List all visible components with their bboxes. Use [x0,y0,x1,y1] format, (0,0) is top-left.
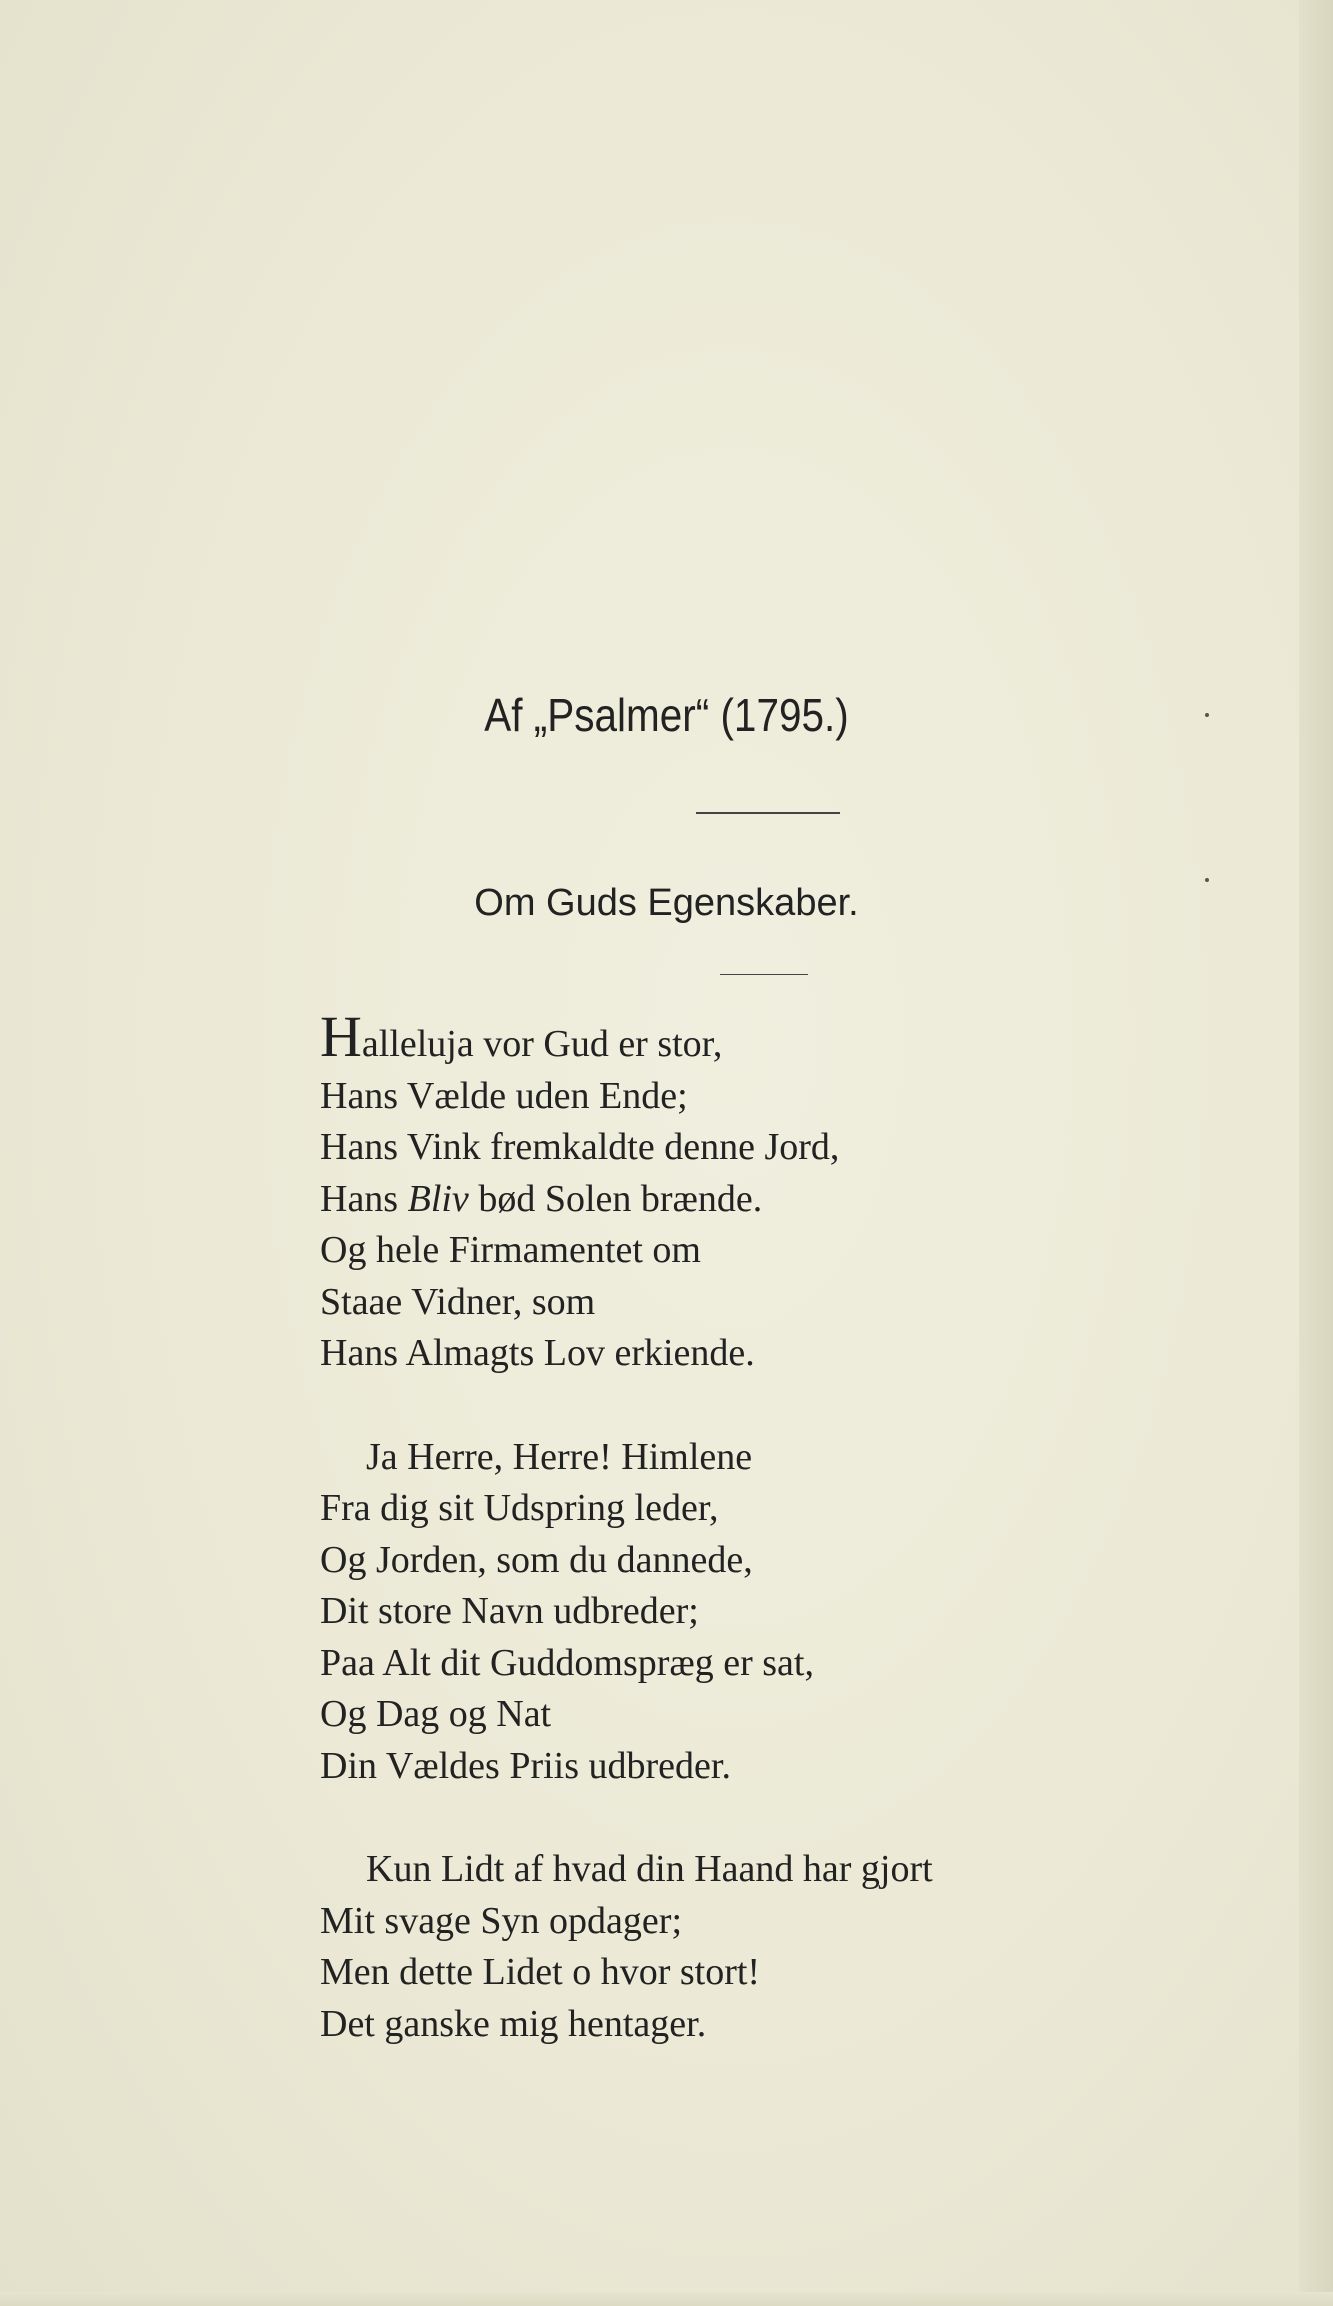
line-text: Hans [320,1177,408,1220]
stanza-3 [320,1844,1280,2050]
poem-line: Hans Vink fremkaldte denne Jord, [320,1126,840,1168]
line-text: bød Solen brænde. [468,1177,763,1220]
page-edge-right [1299,0,1333,2306]
page-edge-bottom [0,2292,1333,2306]
ink-speck [1205,878,1209,882]
poem-line: Fra dig sit Udspring leder, [320,1487,719,1529]
poem-line: Og Jorden, som du dannede, [320,1538,753,1581]
ink-speck [1205,713,1209,717]
title-divider [696,812,840,814]
poem-line: Dit store Navn udbreder; [320,1590,699,1632]
poem-title: Om Guds Egenskaber. [474,882,859,924]
poem-line: Det ganske mig hentager. [320,2002,707,2045]
poem-line: Ja Herre, Herre! Himlene [366,1435,753,1478]
poem-line: Kun Lidt af hvad din Haand har gjort [366,1848,933,1890]
poem-line: Hans Almagts Lov erkiende. [320,1332,755,1374]
poem-line [320,1174,1280,1226]
subtitle-divider [720,974,808,975]
poem-line: Paa Alt dit Guddomspræg er sat, [320,1641,814,1684]
stanza-1 [320,1004,1280,1380]
section-title: Af „Psalmer“ (1795.) [484,689,849,741]
poem-line: Mit svage Syn opdager; [320,1899,683,1942]
poem-body [320,1004,1280,2102]
emphasis-word: Bliv [407,1177,469,1220]
line-text: alleluja vor Gud er stor, [361,1023,723,1065]
drop-cap: H [320,1004,362,1069]
poem-line: Men dette Lidet o hvor stort! [320,1951,761,1993]
poem-line: Og Dag og Nat [320,1693,552,1735]
poem-line: Hans Vælde uden Ende; [320,1074,688,1117]
poem-line [320,1004,1280,1071]
poem-line: Din Vældes Priis udbreder. [320,1744,731,1787]
stanza-2 [320,1432,1280,1793]
poem-line: Og hele Firmamentet om [320,1229,701,1271]
poem-line: Staae Vidner, som [320,1280,596,1323]
